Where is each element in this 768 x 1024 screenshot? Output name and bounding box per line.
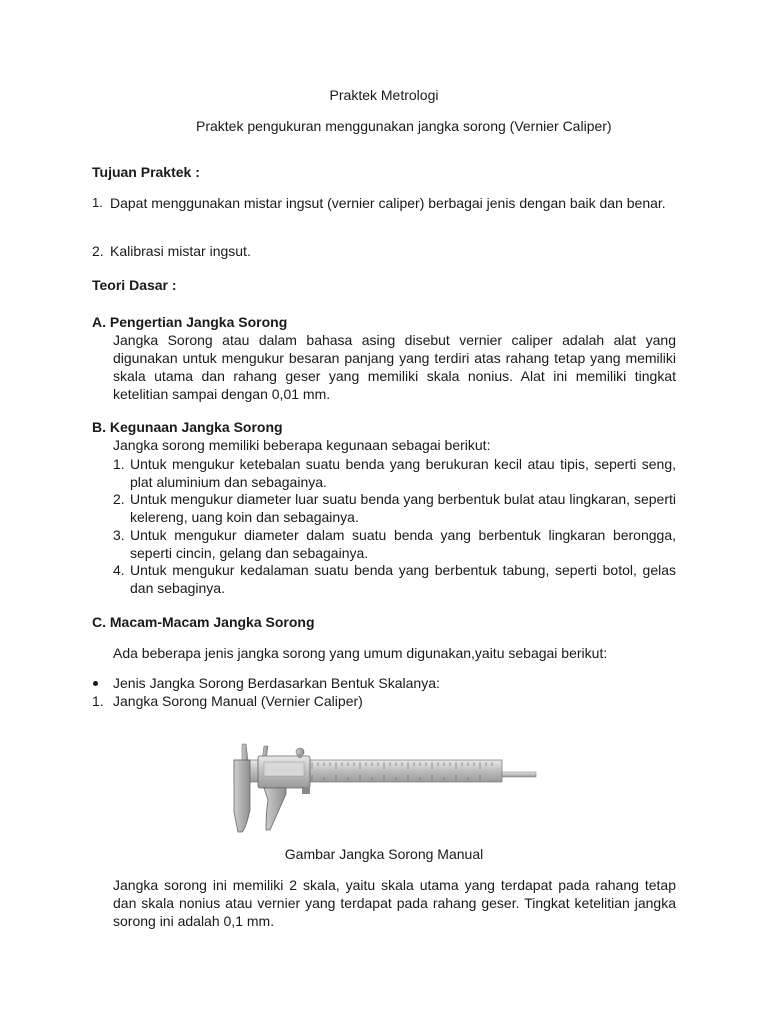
list-item-text: Kalibrasi mistar ingsut. [110,243,251,259]
section-c-intro: Ada beberapa jenis jangka sorong yang umum digunakan,yaitu sebagai berikut: [113,645,608,661]
section-b-intro: Jangka sorong memiliki beberapa kegunaan sebagai berikut: [113,437,491,453]
bullet-icon [93,681,98,686]
list-item-text: Jangka Sorong Manual (Vernier Caliper) [113,693,363,709]
list-number: 2. [113,491,125,507]
list-number: 2. [92,243,104,259]
section-a-body: Jangka Sorong atau dalam bahasa asing disebut vernier caliper adalah alat yang digunakan untuk mengukur besaran panjang yang terdiri atas rahang tetap yang memiliki skala utama dan rahang geser yang memiliki skala nonius. Alat ini memiliki tingkat ketelitian sampai dengan 0,01 mm. [113,332,676,402]
tujuan-heading: Tujuan Praktek : [92,164,200,180]
list-item-text: Untuk mengukur ketebalan suatu benda yang berukuran kecil atau tipis, seperti seng, plat aluminium dan sebagainya. [130,456,676,490]
document-subtitle: Praktek pengukuran menggunakan jangka sorong (Vernier Caliper) [196,118,612,134]
bullet-text: Jenis Jangka Sorong Berdasarkan Bentuk Skalanya: [113,675,440,691]
figure-caption: Gambar Jangka Sorong Manual [284,846,484,862]
vernier-caliper-image [228,742,540,834]
section-c-heading: C. Macam-Macam Jangka Sorong [92,614,315,630]
list-number: 3. [113,527,125,543]
list-number: 1. [113,456,125,472]
document-title: Praktek Metrologi [329,87,439,103]
list-number: 1. [92,693,104,709]
list-number: 1. [92,195,103,210]
list-item-text: Untuk mengukur diameter luar suatu benda yang berbentuk bulat atau lingkaran, seperti kelereng, uang koin dan sebagainya. [130,491,676,525]
list-item-text: Dapat menggunakan mistar ingsut (vernier caliper) berbagai jenis dengan baik dan benar. [110,195,666,211]
section-a-heading: A. Pengertian Jangka Sorong [92,314,288,330]
teori-heading: Teori Dasar : [92,277,177,293]
list-number: 4. [113,562,125,578]
list-item-text: Untuk mengukur diameter dalam suatu benda yang berbentuk lingkaran berongga, seperti cincin, gelang dan sebagainya. [130,527,676,561]
section-c-closing: Jangka sorong ini memiliki 2 skala, yaitu skala utama yang terdapat pada rahang tetap dan skala nonius atau vernier yang terdapat pada rahang geser. Tingkat ketelitian jangka sorong ini adalah 0,1 mm. [113,877,676,929]
section-b-heading: B. Kegunaan Jangka Sorong [92,419,283,435]
list-item-text: Untuk mengukur kedalaman suatu benda yang berbentuk tabung, seperti botol, gelas dan sebaginya. [130,562,676,596]
